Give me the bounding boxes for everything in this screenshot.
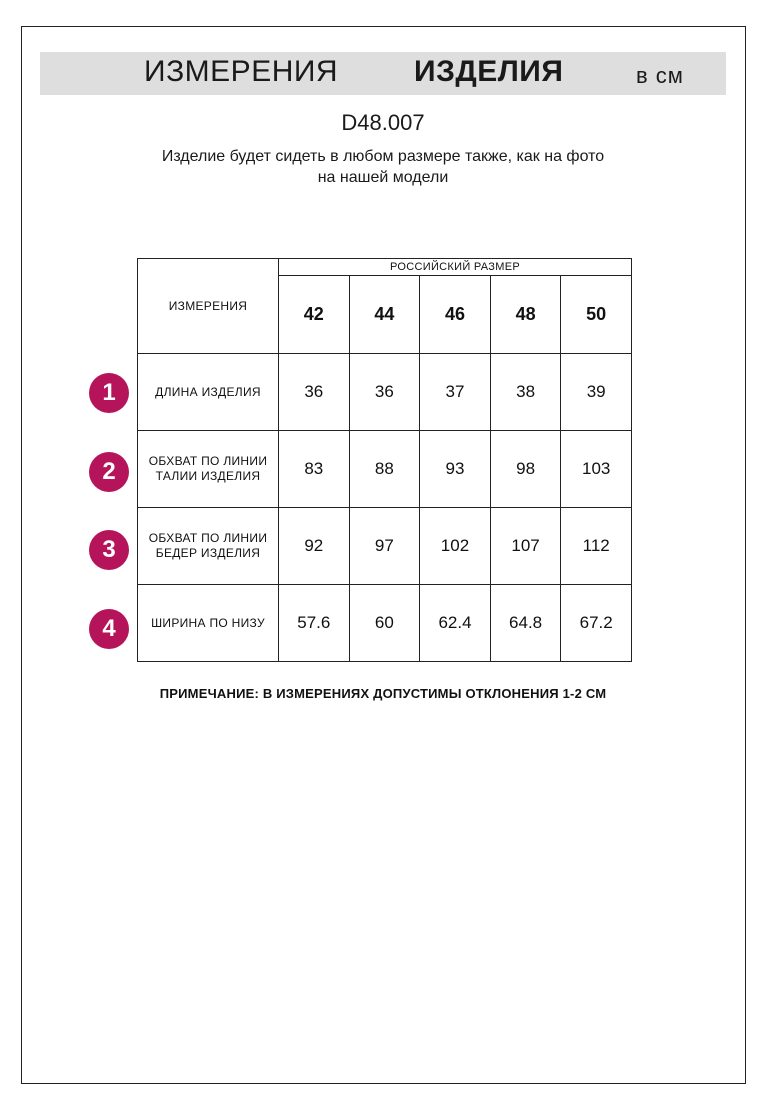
- title-unit: в см: [636, 63, 684, 88]
- table-cell: 88: [349, 431, 420, 508]
- table-row: [138, 508, 632, 585]
- table-cell: 107: [490, 508, 561, 585]
- size-header: 44: [349, 276, 420, 354]
- table-cell: 97: [349, 508, 420, 585]
- measurements-header: ИЗМЕРЕНИЯ: [138, 259, 279, 354]
- table-cell: 98: [490, 431, 561, 508]
- measurement-number-badge: 3: [89, 530, 129, 570]
- table-cell: 102: [420, 508, 491, 585]
- measurement-number-badge: 2: [89, 452, 129, 492]
- table-cell: 93: [420, 431, 491, 508]
- table-cell: 67.2: [561, 585, 632, 662]
- size-table: [137, 258, 632, 662]
- table-cell: 103: [561, 431, 632, 508]
- size-header: 46: [420, 276, 491, 354]
- measurement-number-badge: 1: [89, 373, 129, 413]
- table-cell: 36: [279, 354, 350, 431]
- table-row: [138, 431, 632, 508]
- row-label: ШИРИНА ПО НИЗУ: [138, 585, 279, 662]
- table-cell: 39: [561, 354, 632, 431]
- table-row: [138, 585, 632, 662]
- table-row: [138, 354, 632, 431]
- fit-description-line2: на нашей модели: [317, 169, 449, 186]
- table-cell: 37: [420, 354, 491, 431]
- row-label: ОБХВАТ ПО ЛИНИИ ТАЛИИ ИЗДЕЛИЯ: [138, 431, 279, 508]
- title-banner: [40, 52, 726, 95]
- fit-description-line1: Изделие будет сидеть в любом размере также, как на фото: [161, 148, 605, 165]
- measurement-number-badge: 4: [89, 609, 129, 649]
- title-measurements: ИЗМЕРЕНИЯ: [144, 55, 339, 88]
- row-label: ОБХВАТ ПО ЛИНИИ БЕДЕР ИЗДЕЛИЯ: [138, 508, 279, 585]
- size-header: 48: [490, 276, 561, 354]
- title-product: ИЗДЕЛИЯ: [414, 55, 564, 88]
- table-cell: 36: [349, 354, 420, 431]
- table-cell: 64.8: [490, 585, 561, 662]
- size-header: 42: [279, 276, 350, 354]
- size-header: 50: [561, 276, 632, 354]
- row-label: ДЛИНА ИЗДЕЛИЯ: [138, 354, 279, 431]
- article-code: D48.007: [341, 110, 425, 135]
- table-cell: 38: [490, 354, 561, 431]
- table-cell: 60: [349, 585, 420, 662]
- tolerance-note: ПРИМЕЧАНИЕ: В ИЗМЕРЕНИЯХ ДОПУСТИМЫ ОТКЛОНЕНИЯ 1-2 СМ: [159, 686, 607, 701]
- table-cell: 57.6: [279, 585, 350, 662]
- fit-description: [0, 146, 766, 188]
- table-cell: 92: [279, 508, 350, 585]
- size-group-header: РОССИЙСКИЙ РАЗМЕР: [279, 259, 632, 276]
- table-cell: 83: [279, 431, 350, 508]
- table-cell: 112: [561, 508, 632, 585]
- table-cell: 62.4: [420, 585, 491, 662]
